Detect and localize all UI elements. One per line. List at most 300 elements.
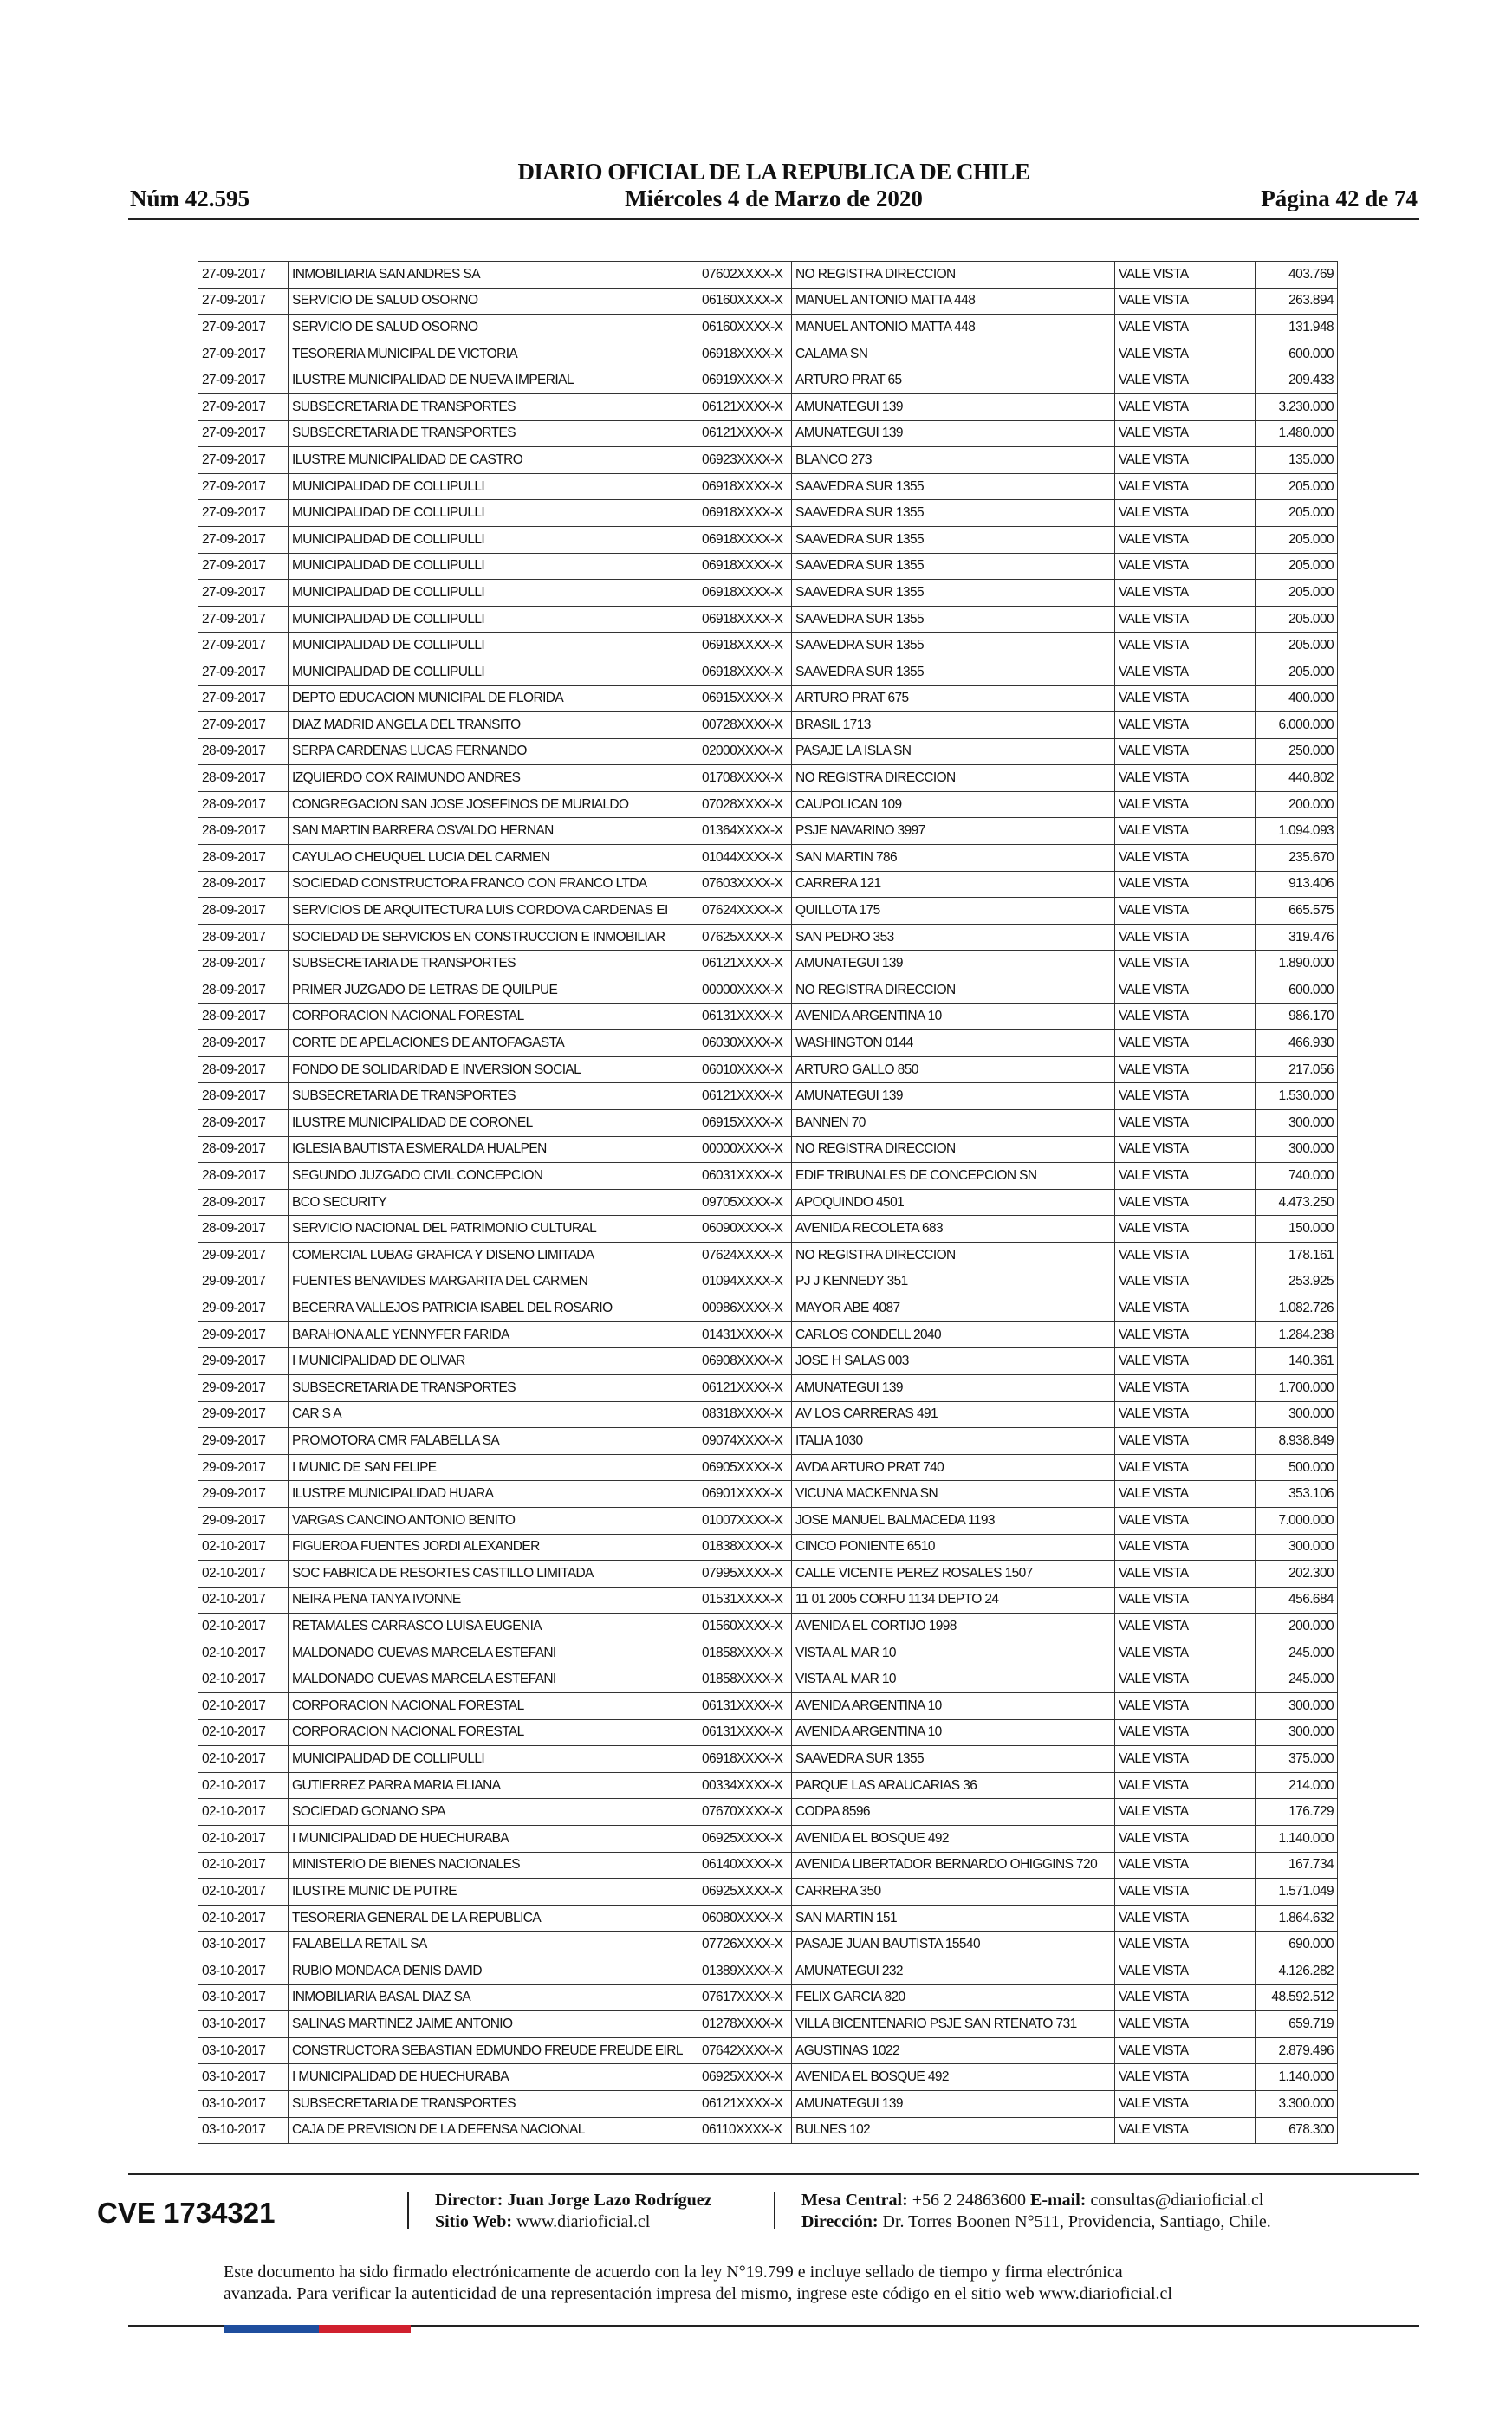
instrument-cell: VALE VISTA bbox=[1115, 1640, 1256, 1666]
address-cell: SAN MARTIN 151 bbox=[792, 1905, 1115, 1932]
address-cell: AVENIDA LIBERTADOR BERNARDO OHIGGINS 720 bbox=[792, 1852, 1115, 1879]
legal-line-1: Este documento ha sido firmado electrónicamente de acuerdo con la ley N°19.799 e incluye sellado de tiempo y firma electrónica bbox=[224, 2263, 1123, 2282]
name-cell: BARAHONA ALE YENNYFER FARIDA bbox=[289, 1321, 698, 1348]
address-cell: PSJE NAVARINO 3997 bbox=[792, 818, 1115, 845]
address-cell: SAN MARTIN 786 bbox=[792, 845, 1115, 872]
date-cell: 03-10-2017 bbox=[198, 2011, 289, 2038]
rut-cell: 06121XXXX-X bbox=[698, 1083, 792, 1110]
records-body bbox=[198, 262, 1338, 2144]
amount-cell: 176.729 bbox=[1256, 1799, 1338, 1826]
instrument-cell: VALE VISTA bbox=[1115, 473, 1256, 500]
address-cell: AGUSTINAS 1022 bbox=[792, 2037, 1115, 2064]
amount-cell: 1.571.049 bbox=[1256, 1879, 1338, 1906]
table-row bbox=[198, 420, 1338, 447]
table-row bbox=[198, 1056, 1338, 1083]
table-row bbox=[198, 1216, 1338, 1243]
table-row bbox=[198, 1295, 1338, 1322]
date-cell: 28-09-2017 bbox=[198, 1163, 289, 1190]
instrument-cell: VALE VISTA bbox=[1115, 262, 1256, 289]
name-cell: MALDONADO CUEVAS MARCELA ESTEFANI bbox=[289, 1640, 698, 1666]
date-cell: 29-09-2017 bbox=[198, 1428, 289, 1455]
instrument-cell: VALE VISTA bbox=[1115, 1083, 1256, 1110]
date-cell: 27-09-2017 bbox=[198, 553, 289, 580]
instrument-cell: VALE VISTA bbox=[1115, 447, 1256, 474]
name-cell: BCO SECURITY bbox=[289, 1189, 698, 1216]
date-cell: 28-09-2017 bbox=[198, 1003, 289, 1030]
instrument-cell: VALE VISTA bbox=[1115, 1056, 1256, 1083]
table-row bbox=[198, 1799, 1338, 1826]
address-cell: 11 01 2005 CORFU 1134 DEPTO 24 bbox=[792, 1587, 1115, 1614]
instrument-cell: VALE VISTA bbox=[1115, 1401, 1256, 1428]
date-cell: 29-09-2017 bbox=[198, 1454, 289, 1481]
rut-cell: 01007XXXX-X bbox=[698, 1507, 792, 1534]
name-cell: CORTE DE APELACIONES DE ANTOFAGASTA bbox=[289, 1030, 698, 1057]
rut-cell: 06080XXXX-X bbox=[698, 1905, 792, 1932]
address-cell: SAN PEDRO 353 bbox=[792, 924, 1115, 951]
name-cell: INMOBILIARIA SAN ANDRES SA bbox=[289, 262, 698, 289]
amount-cell: 690.000 bbox=[1256, 1932, 1338, 1958]
rut-cell: 07617XXXX-X bbox=[698, 1984, 792, 2011]
amount-cell: 300.000 bbox=[1256, 1136, 1338, 1163]
table-row bbox=[198, 1136, 1338, 1163]
table-row bbox=[198, 1746, 1338, 1773]
rut-cell: 06030XXXX-X bbox=[698, 1030, 792, 1057]
page-header bbox=[128, 156, 1419, 213]
rut-cell: 06131XXXX-X bbox=[698, 1693, 792, 1720]
amount-cell: 205.000 bbox=[1256, 580, 1338, 607]
rut-cell: 06908XXXX-X bbox=[698, 1348, 792, 1375]
web-label: Sitio Web: bbox=[435, 2212, 513, 2231]
amount-cell: 205.000 bbox=[1256, 500, 1338, 527]
table-row bbox=[198, 1269, 1338, 1295]
name-cell: ILUSTRE MUNICIPALIDAD HUARA bbox=[289, 1481, 698, 1508]
address-cell: MAYOR ABE 4087 bbox=[792, 1295, 1115, 1322]
rut-cell: 06923XXXX-X bbox=[698, 447, 792, 474]
name-cell: TESORERIA MUNICIPAL DE VICTORIA bbox=[289, 341, 698, 367]
table-row bbox=[198, 1030, 1338, 1057]
date-cell: 29-09-2017 bbox=[198, 1295, 289, 1322]
address-cell: AMUNATEGUI 139 bbox=[792, 393, 1115, 420]
date-cell: 28-09-2017 bbox=[198, 1030, 289, 1057]
rut-cell: 07642XXXX-X bbox=[698, 2037, 792, 2064]
table-row bbox=[198, 633, 1338, 659]
mesa-phone: +56 2 24863600 bbox=[912, 2191, 1027, 2210]
instrument-cell: VALE VISTA bbox=[1115, 685, 1256, 712]
rut-cell: 06918XXXX-X bbox=[698, 633, 792, 659]
address-cell: SAAVEDRA SUR 1355 bbox=[792, 659, 1115, 685]
director-name: Juan Jorge Lazo Rodríguez bbox=[507, 2191, 712, 2210]
instrument-cell: VALE VISTA bbox=[1115, 1030, 1256, 1057]
rut-cell: 01278XXXX-X bbox=[698, 2011, 792, 2038]
amount-cell: 1.864.632 bbox=[1256, 1905, 1338, 1932]
rut-cell: 06121XXXX-X bbox=[698, 951, 792, 977]
table-row bbox=[198, 818, 1338, 845]
date-cell: 27-09-2017 bbox=[198, 393, 289, 420]
address-cell: ITALIA 1030 bbox=[792, 1428, 1115, 1455]
amount-cell: 300.000 bbox=[1256, 1110, 1338, 1137]
flag-stripe bbox=[224, 2325, 411, 2333]
table-row bbox=[198, 712, 1338, 739]
name-cell: PRIMER JUZGADO DE LETRAS DE QUILPUE bbox=[289, 977, 698, 1004]
date-cell: 28-09-2017 bbox=[198, 871, 289, 898]
instrument-cell: VALE VISTA bbox=[1115, 951, 1256, 977]
rut-cell: 06918XXXX-X bbox=[698, 606, 792, 633]
name-cell: SUBSECRETARIA DE TRANSPORTES bbox=[289, 2090, 698, 2117]
table-row bbox=[198, 2011, 1338, 2038]
address-cell: APOQUINDO 4501 bbox=[792, 1189, 1115, 1216]
name-cell: SERVICIO DE SALUD OSORNO bbox=[289, 315, 698, 341]
table-row bbox=[198, 1561, 1338, 1588]
date-cell: 27-09-2017 bbox=[198, 606, 289, 633]
table-row bbox=[198, 1110, 1338, 1137]
header-rule bbox=[128, 218, 1419, 220]
amount-cell: 1.284.238 bbox=[1256, 1321, 1338, 1348]
address-cell: CAUPOLICAN 109 bbox=[792, 791, 1115, 818]
amount-cell: 3.300.000 bbox=[1256, 2090, 1338, 2117]
table-row bbox=[198, 2090, 1338, 2117]
address-cell: AMUNATEGUI 139 bbox=[792, 420, 1115, 447]
rut-cell: 07624XXXX-X bbox=[698, 898, 792, 925]
rut-cell: 07670XXXX-X bbox=[698, 1799, 792, 1826]
date-cell: 28-09-2017 bbox=[198, 818, 289, 845]
date-cell: 28-09-2017 bbox=[198, 924, 289, 951]
table-row bbox=[198, 288, 1338, 315]
amount-cell: 600.000 bbox=[1256, 977, 1338, 1004]
instrument-cell: VALE VISTA bbox=[1115, 1561, 1256, 1588]
instrument-cell: VALE VISTA bbox=[1115, 1719, 1256, 1746]
instrument-cell: VALE VISTA bbox=[1115, 1746, 1256, 1773]
rut-cell: 06121XXXX-X bbox=[698, 393, 792, 420]
rut-cell: 07603XXXX-X bbox=[698, 871, 792, 898]
rut-cell: 06915XXXX-X bbox=[698, 685, 792, 712]
address-cell: PASAJE JUAN BAUTISTA 15540 bbox=[792, 1932, 1115, 1958]
date-cell: 02-10-2017 bbox=[198, 1614, 289, 1640]
amount-cell: 245.000 bbox=[1256, 1666, 1338, 1693]
address-cell: BLANCO 273 bbox=[792, 447, 1115, 474]
amount-cell: 205.000 bbox=[1256, 606, 1338, 633]
rut-cell: 00000XXXX-X bbox=[698, 977, 792, 1004]
table-row bbox=[198, 1772, 1338, 1799]
rut-cell: 06160XXXX-X bbox=[698, 288, 792, 315]
name-cell: MUNICIPALIDAD DE COLLIPULLI bbox=[289, 526, 698, 553]
table-row bbox=[198, 1693, 1338, 1720]
rut-cell: 06919XXXX-X bbox=[698, 367, 792, 394]
contact-block bbox=[801, 2190, 1271, 2233]
name-cell: FUENTES BENAVIDES MARGARITA DEL CARMEN bbox=[289, 1269, 698, 1295]
rut-cell: 01364XXXX-X bbox=[698, 818, 792, 845]
name-cell: DIAZ MADRID ANGELA DEL TRANSITO bbox=[289, 712, 698, 739]
instrument-cell: VALE VISTA bbox=[1115, 1958, 1256, 1985]
name-cell: MUNICIPALIDAD DE COLLIPULLI bbox=[289, 553, 698, 580]
amount-cell: 178.161 bbox=[1256, 1242, 1338, 1269]
name-cell: CONGREGACION SAN JOSE JOSEFINOS DE MURIALDO bbox=[289, 791, 698, 818]
amount-cell: 400.000 bbox=[1256, 685, 1338, 712]
instrument-cell: VALE VISTA bbox=[1115, 500, 1256, 527]
amount-cell: 217.056 bbox=[1256, 1056, 1338, 1083]
table-row bbox=[198, 553, 1338, 580]
name-cell: SOCIEDAD CONSTRUCTORA FRANCO CON FRANCO LTDA bbox=[289, 871, 698, 898]
date-cell: 02-10-2017 bbox=[198, 1772, 289, 1799]
amount-cell: 205.000 bbox=[1256, 553, 1338, 580]
address-cell: VICUNA MACKENNA SN bbox=[792, 1481, 1115, 1508]
name-cell: CAR S A bbox=[289, 1401, 698, 1428]
amount-cell: 140.361 bbox=[1256, 1348, 1338, 1375]
table-row bbox=[198, 1614, 1338, 1640]
instrument-cell: VALE VISTA bbox=[1115, 1163, 1256, 1190]
name-cell: CORPORACION NACIONAL FORESTAL bbox=[289, 1693, 698, 1720]
rut-cell: 06131XXXX-X bbox=[698, 1719, 792, 1746]
amount-cell: 678.300 bbox=[1256, 2117, 1338, 2144]
amount-cell: 6.000.000 bbox=[1256, 712, 1338, 739]
amount-cell: 263.894 bbox=[1256, 288, 1338, 315]
web-link[interactable]: www.diarioficial.cl bbox=[516, 2212, 651, 2231]
table-row bbox=[198, 1321, 1338, 1348]
table-row bbox=[198, 1719, 1338, 1746]
instrument-cell: VALE VISTA bbox=[1115, 1003, 1256, 1030]
rut-cell: 01708XXXX-X bbox=[698, 765, 792, 792]
amount-cell: 300.000 bbox=[1256, 1534, 1338, 1561]
table-row bbox=[198, 1374, 1338, 1401]
table-row bbox=[198, 526, 1338, 553]
date-cell: 02-10-2017 bbox=[198, 1561, 289, 1588]
name-cell: ILUSTRE MUNICIPALIDAD DE CASTRO bbox=[289, 447, 698, 474]
table-row bbox=[198, 1905, 1338, 1932]
date-cell: 29-09-2017 bbox=[198, 1401, 289, 1428]
table-row bbox=[198, 1879, 1338, 1906]
name-cell: NEIRA PENA TANYA IVONNE bbox=[289, 1587, 698, 1614]
name-cell: FONDO DE SOLIDARIDAD E INVERSION SOCIAL bbox=[289, 1056, 698, 1083]
instrument-cell: VALE VISTA bbox=[1115, 1826, 1256, 1853]
address-cell: SAAVEDRA SUR 1355 bbox=[792, 633, 1115, 659]
table-row bbox=[198, 1163, 1338, 1190]
date-cell: 03-10-2017 bbox=[198, 2064, 289, 2091]
name-cell: SAN MARTIN BARRERA OSVALDO HERNAN bbox=[289, 818, 698, 845]
table-row bbox=[198, 845, 1338, 872]
instrument-cell: VALE VISTA bbox=[1115, 1852, 1256, 1879]
instrument-cell: VALE VISTA bbox=[1115, 712, 1256, 739]
rut-cell: 06901XXXX-X bbox=[698, 1481, 792, 1508]
table-row bbox=[198, 393, 1338, 420]
table-row bbox=[198, 500, 1338, 527]
instrument-cell: VALE VISTA bbox=[1115, 553, 1256, 580]
instrument-cell: VALE VISTA bbox=[1115, 2117, 1256, 2144]
name-cell: ILUSTRE MUNICIPALIDAD DE NUEVA IMPERIAL bbox=[289, 367, 698, 394]
date-cell: 28-09-2017 bbox=[198, 845, 289, 872]
instrument-cell: VALE VISTA bbox=[1115, 871, 1256, 898]
name-cell: CAJA DE PREVISION DE LA DEFENSA NACIONAL bbox=[289, 2117, 698, 2144]
amount-cell: 440.802 bbox=[1256, 765, 1338, 792]
amount-cell: 1.530.000 bbox=[1256, 1083, 1338, 1110]
name-cell: I MUNIC DE SAN FELIPE bbox=[289, 1454, 698, 1481]
amount-cell: 205.000 bbox=[1256, 659, 1338, 685]
name-cell: MUNICIPALIDAD DE COLLIPULLI bbox=[289, 659, 698, 685]
rut-cell: 06918XXXX-X bbox=[698, 341, 792, 367]
amount-cell: 209.433 bbox=[1256, 367, 1338, 394]
address-cell: AMUNATEGUI 139 bbox=[792, 951, 1115, 977]
rut-cell: 06925XXXX-X bbox=[698, 2064, 792, 2091]
name-cell: COMERCIAL LUBAG GRAFICA Y DISENO LIMITADA bbox=[289, 1242, 698, 1269]
address-cell: ARTURO PRAT 675 bbox=[792, 685, 1115, 712]
amount-cell: 319.476 bbox=[1256, 924, 1338, 951]
rut-cell: 06918XXXX-X bbox=[698, 473, 792, 500]
name-cell: SOCIEDAD GONANO SPA bbox=[289, 1799, 698, 1826]
amount-cell: 131.948 bbox=[1256, 315, 1338, 341]
address-cell: SAAVEDRA SUR 1355 bbox=[792, 473, 1115, 500]
date-cell: 28-09-2017 bbox=[198, 738, 289, 765]
rut-cell: 00728XXXX-X bbox=[698, 712, 792, 739]
amount-cell: 167.734 bbox=[1256, 1852, 1338, 1879]
date-cell: 29-09-2017 bbox=[198, 1374, 289, 1401]
instrument-cell: VALE VISTA bbox=[1115, 977, 1256, 1004]
instrument-cell: VALE VISTA bbox=[1115, 633, 1256, 659]
instrument-cell: VALE VISTA bbox=[1115, 2037, 1256, 2064]
date-cell: 27-09-2017 bbox=[198, 500, 289, 527]
rut-cell: 06010XXXX-X bbox=[698, 1056, 792, 1083]
rut-cell: 01094XXXX-X bbox=[698, 1269, 792, 1295]
table-row bbox=[198, 1826, 1338, 1853]
date-cell: 02-10-2017 bbox=[198, 1534, 289, 1561]
name-cell: CORPORACION NACIONAL FORESTAL bbox=[289, 1003, 698, 1030]
address-cell: VISTA AL MAR 10 bbox=[792, 1640, 1115, 1666]
table-row bbox=[198, 791, 1338, 818]
address-cell: NO REGISTRA DIRECCION bbox=[792, 977, 1115, 1004]
date-cell: 28-09-2017 bbox=[198, 765, 289, 792]
rut-cell: 06925XXXX-X bbox=[698, 1879, 792, 1906]
instrument-cell: VALE VISTA bbox=[1115, 765, 1256, 792]
rut-cell: 01560XXXX-X bbox=[698, 1614, 792, 1640]
address-cell: AVENIDA ARGENTINA 10 bbox=[792, 1719, 1115, 1746]
date-cell: 28-09-2017 bbox=[198, 1189, 289, 1216]
name-cell: RUBIO MONDACA DENIS DAVID bbox=[289, 1958, 698, 1985]
name-cell: GUTIERREZ PARRA MARIA ELIANA bbox=[289, 1772, 698, 1799]
publication-date: Miércoles 4 de Marzo de 2020 bbox=[625, 185, 923, 211]
instrument-cell: VALE VISTA bbox=[1115, 1772, 1256, 1799]
instrument-cell: VALE VISTA bbox=[1115, 1216, 1256, 1243]
table-row bbox=[198, 1481, 1338, 1508]
date-cell: 02-10-2017 bbox=[198, 1879, 289, 1906]
address-cell: BRASIL 1713 bbox=[792, 712, 1115, 739]
name-cell: MUNICIPALIDAD DE COLLIPULLI bbox=[289, 1746, 698, 1773]
amount-cell: 205.000 bbox=[1256, 633, 1338, 659]
date-cell: 28-09-2017 bbox=[198, 977, 289, 1004]
amount-cell: 1.700.000 bbox=[1256, 1374, 1338, 1401]
amount-cell: 353.106 bbox=[1256, 1481, 1338, 1508]
amount-cell: 200.000 bbox=[1256, 1614, 1338, 1640]
date-cell: 29-09-2017 bbox=[198, 1481, 289, 1508]
date-cell: 03-10-2017 bbox=[198, 1958, 289, 1985]
name-cell: RETAMALES CARRASCO LUISA EUGENIA bbox=[289, 1614, 698, 1640]
instrument-cell: VALE VISTA bbox=[1115, 1189, 1256, 1216]
rut-cell: 06090XXXX-X bbox=[698, 1216, 792, 1243]
instrument-cell: VALE VISTA bbox=[1115, 818, 1256, 845]
name-cell: FIGUEROA FUENTES JORDI ALEXANDER bbox=[289, 1534, 698, 1561]
rut-cell: 01431XXXX-X bbox=[698, 1321, 792, 1348]
amount-cell: 456.684 bbox=[1256, 1587, 1338, 1614]
amount-cell: 135.000 bbox=[1256, 447, 1338, 474]
rut-cell: 06918XXXX-X bbox=[698, 526, 792, 553]
address-cell: BANNEN 70 bbox=[792, 1110, 1115, 1137]
instrument-cell: VALE VISTA bbox=[1115, 1269, 1256, 1295]
rut-cell: 01389XXXX-X bbox=[698, 1958, 792, 1985]
amount-cell: 4.473.250 bbox=[1256, 1189, 1338, 1216]
name-cell: I MUNICIPALIDAD DE OLIVAR bbox=[289, 1348, 698, 1375]
amount-cell: 740.000 bbox=[1256, 1163, 1338, 1190]
table-row bbox=[198, 1003, 1338, 1030]
date-cell: 02-10-2017 bbox=[198, 1719, 289, 1746]
rut-cell: 06915XXXX-X bbox=[698, 1110, 792, 1137]
table-row bbox=[198, 1852, 1338, 1879]
amount-cell: 403.769 bbox=[1256, 262, 1338, 289]
rut-cell: 06121XXXX-X bbox=[698, 420, 792, 447]
amount-cell: 466.930 bbox=[1256, 1030, 1338, 1057]
date-cell: 29-09-2017 bbox=[198, 1269, 289, 1295]
amount-cell: 205.000 bbox=[1256, 473, 1338, 500]
address-cell: CARLOS CONDELL 2040 bbox=[792, 1321, 1115, 1348]
date-cell: 29-09-2017 bbox=[198, 1242, 289, 1269]
rut-cell: 06918XXXX-X bbox=[698, 500, 792, 527]
amount-cell: 48.592.512 bbox=[1256, 1984, 1338, 2011]
director-label: Director: bbox=[435, 2191, 503, 2210]
name-cell: INMOBILIARIA BASAL DIAZ SA bbox=[289, 1984, 698, 2011]
name-cell: TESORERIA GENERAL DE LA REPUBLICA bbox=[289, 1905, 698, 1932]
table-row bbox=[198, 977, 1338, 1004]
address-cell: SAAVEDRA SUR 1355 bbox=[792, 500, 1115, 527]
address-cell: JOSE H SALAS 003 bbox=[792, 1348, 1115, 1375]
amount-cell: 4.126.282 bbox=[1256, 1958, 1338, 1985]
name-cell: CONSTRUCTORA SEBASTIAN EDMUNDO FREUDE FREUDE EIRL bbox=[289, 2037, 698, 2064]
address-cell: CARRERA 121 bbox=[792, 871, 1115, 898]
rut-cell: 00000XXXX-X bbox=[698, 1136, 792, 1163]
amount-cell: 659.719 bbox=[1256, 2011, 1338, 2038]
instrument-cell: VALE VISTA bbox=[1115, 1666, 1256, 1693]
amount-cell: 250.000 bbox=[1256, 738, 1338, 765]
date-cell: 27-09-2017 bbox=[198, 288, 289, 315]
rut-cell: 02000XXXX-X bbox=[698, 738, 792, 765]
name-cell: MINISTERIO DE BIENES NACIONALES bbox=[289, 1852, 698, 1879]
table-row bbox=[198, 341, 1338, 367]
address-cell: NO REGISTRA DIRECCION bbox=[792, 1136, 1115, 1163]
amount-cell: 600.000 bbox=[1256, 341, 1338, 367]
instrument-cell: VALE VISTA bbox=[1115, 1454, 1256, 1481]
rut-cell: 06121XXXX-X bbox=[698, 2090, 792, 2117]
name-cell: SERVICIOS DE ARQUITECTURA LUIS CORDOVA CARDENAS EI bbox=[289, 898, 698, 925]
instrument-cell: VALE VISTA bbox=[1115, 367, 1256, 394]
name-cell: SOCIEDAD DE SERVICIOS EN CONSTRUCCION E INMOBILIAR bbox=[289, 924, 698, 951]
table-row bbox=[198, 1534, 1338, 1561]
publication-title: DIARIO OFICIAL DE LA REPUBLICA DE CHILE bbox=[517, 159, 1030, 185]
date-cell: 28-09-2017 bbox=[198, 1056, 289, 1083]
amount-cell: 150.000 bbox=[1256, 1216, 1338, 1243]
table-row bbox=[198, 1932, 1338, 1958]
email-link[interactable]: consultas@diarioficial.cl bbox=[1090, 2191, 1264, 2210]
table-row bbox=[198, 765, 1338, 792]
table-row bbox=[198, 1666, 1338, 1693]
date-cell: 02-10-2017 bbox=[198, 1693, 289, 1720]
instrument-cell: VALE VISTA bbox=[1115, 1799, 1256, 1826]
table-row bbox=[198, 1428, 1338, 1455]
amount-cell: 500.000 bbox=[1256, 1454, 1338, 1481]
table-row bbox=[198, 1587, 1338, 1614]
table-row bbox=[198, 2064, 1338, 2091]
director-block bbox=[435, 2190, 712, 2233]
name-cell: CAYULAO CHEUQUEL LUCIA DEL CARMEN bbox=[289, 845, 698, 872]
name-cell: ILUSTRE MUNICIPALIDAD DE CORONEL bbox=[289, 1110, 698, 1137]
rut-cell: 06140XXXX-X bbox=[698, 1852, 792, 1879]
address-cell: AMUNATEGUI 139 bbox=[792, 1374, 1115, 1401]
address-cell: JOSE MANUEL BALMACEDA 1193 bbox=[792, 1507, 1115, 1534]
name-cell: I MUNICIPALIDAD DE HUECHURABA bbox=[289, 2064, 698, 2091]
date-cell: 02-10-2017 bbox=[198, 1905, 289, 1932]
